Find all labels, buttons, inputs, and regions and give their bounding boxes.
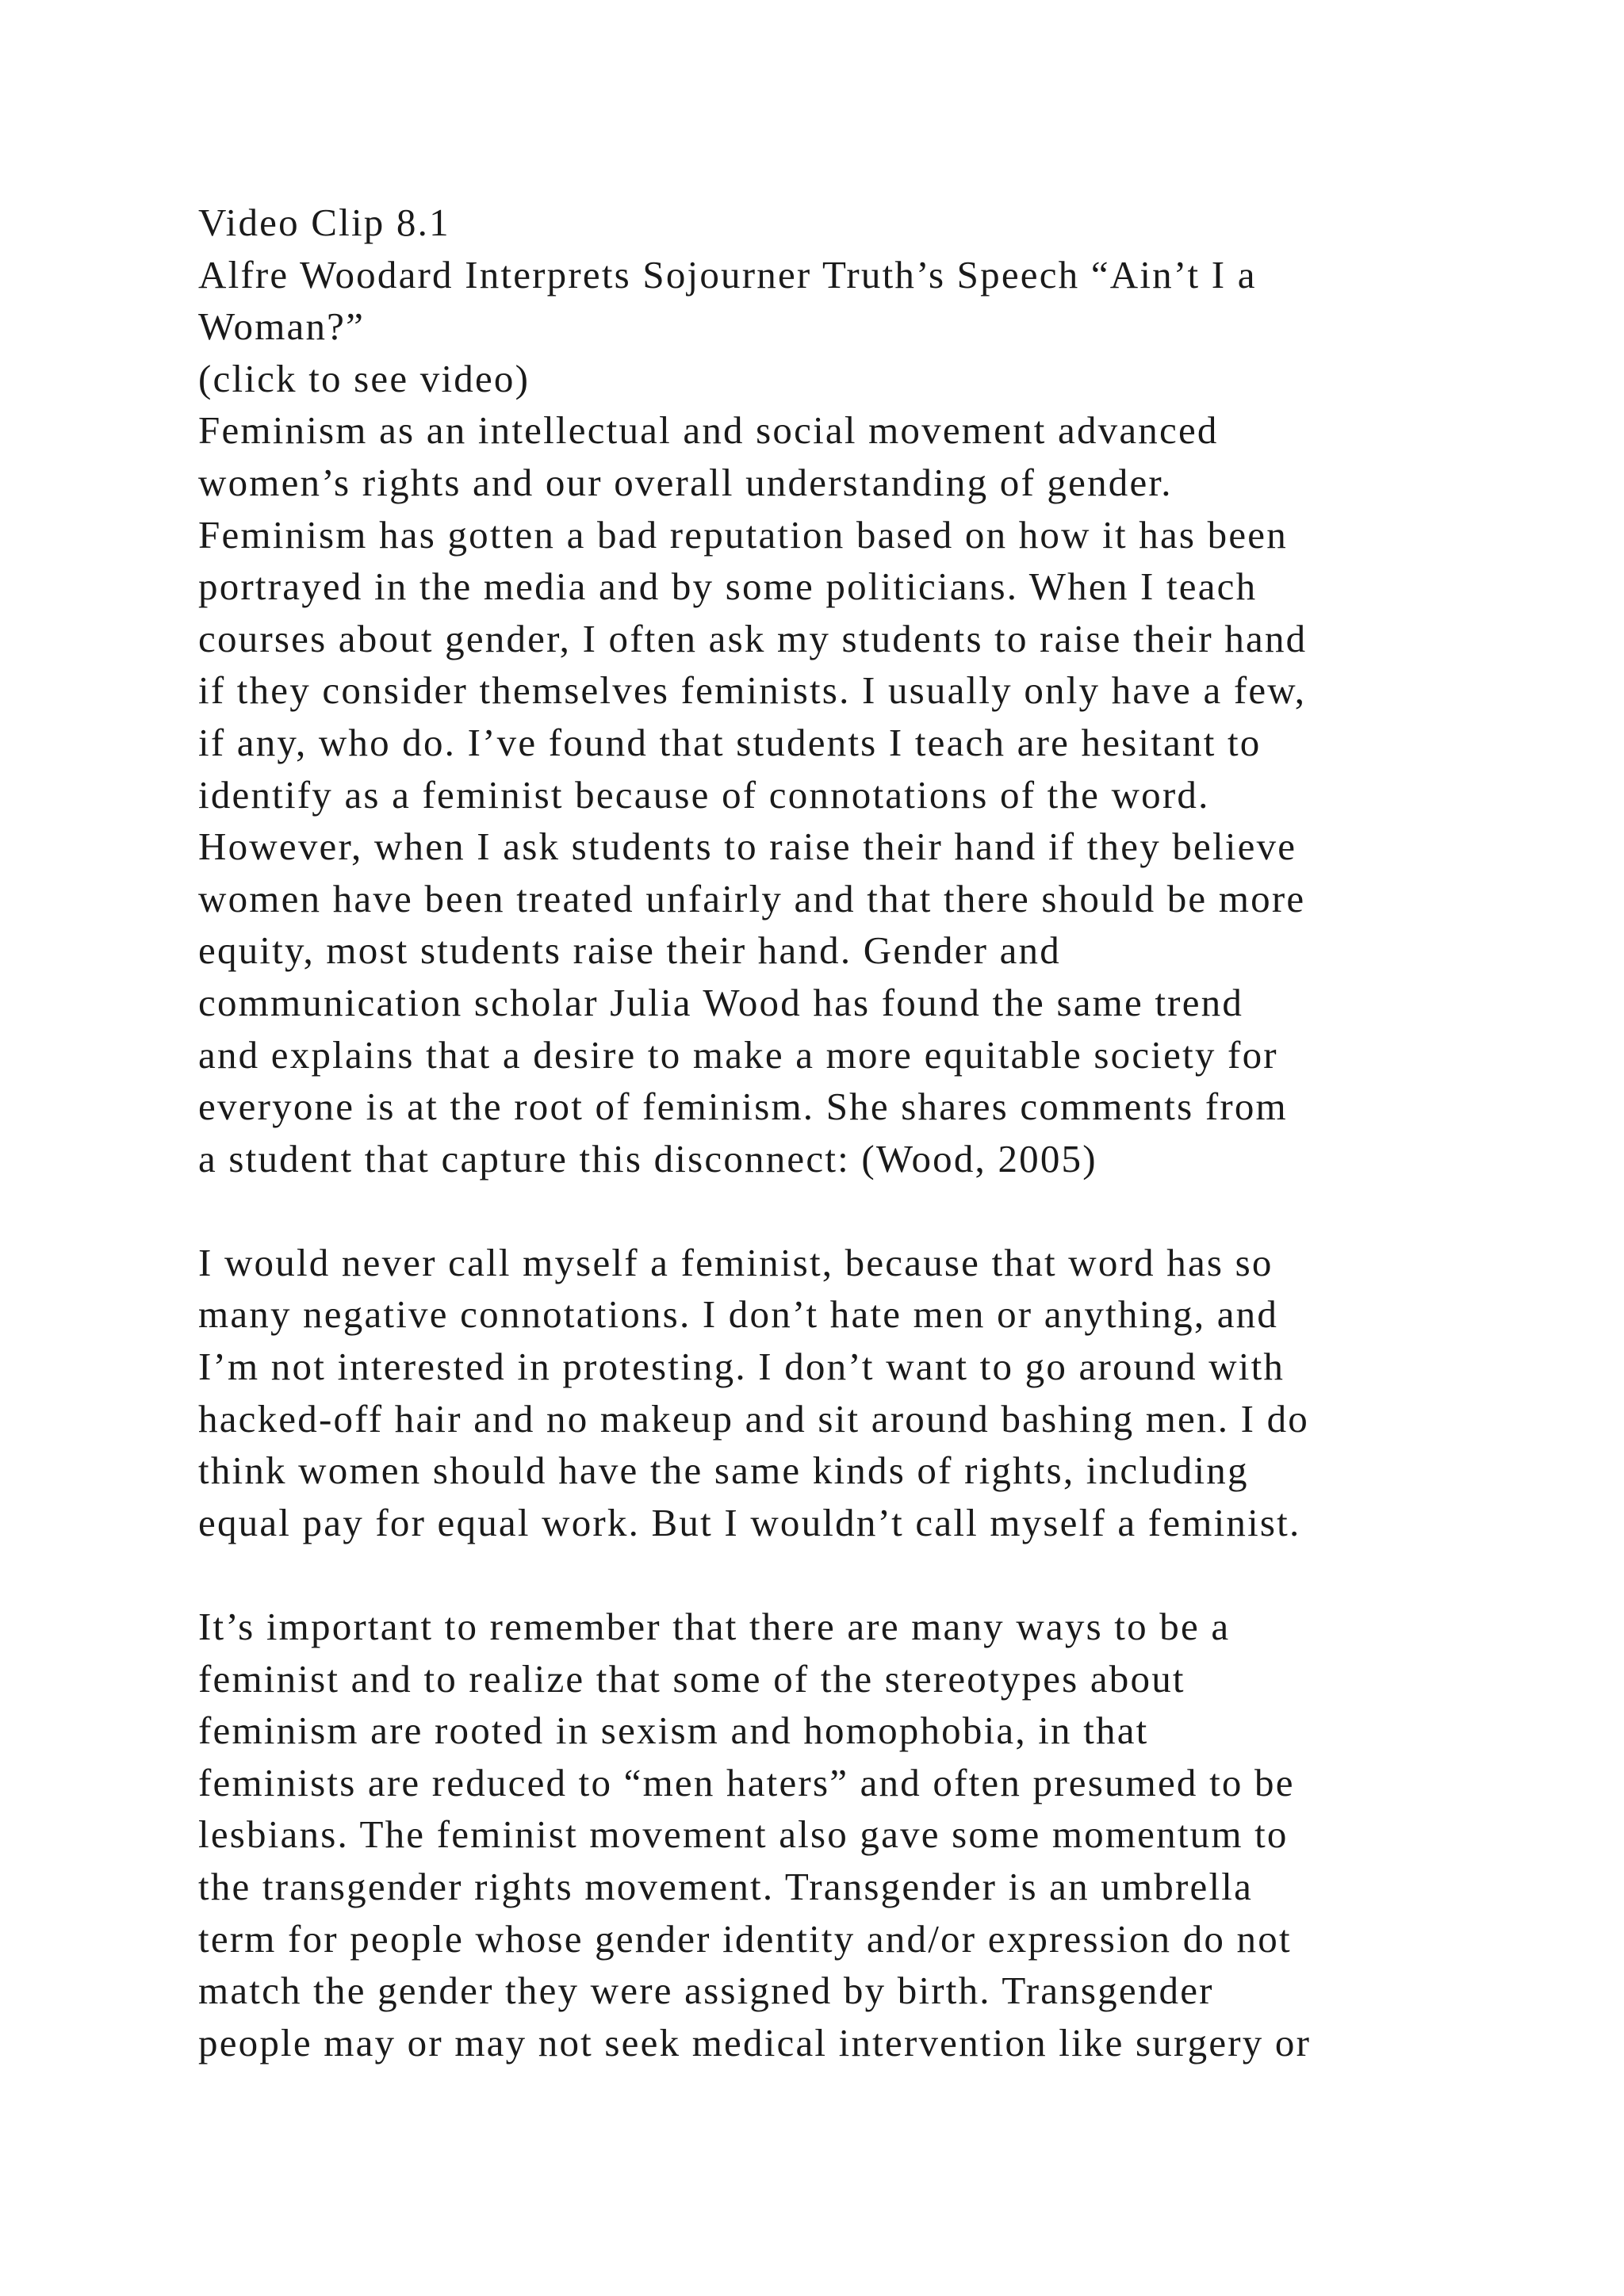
text-line: It’s important to remember that there are many ways to be a [198,1605,1231,1649]
text-line: term for people whose gender identity and/or expression do not [198,1916,1292,1961]
text-line: portrayed in the media and by some politicians. When I teach [198,564,1258,609]
text-line: women’s rights and our overall understanding of gender. [198,460,1173,504]
paragraph-transgender [198,1601,1546,2068]
text-line: feminism are rooted in sexism and homophobia, in that [198,1709,1149,1753]
text-line: match the gender they were assigned by birth. Transgender [198,1969,1214,2013]
text-line: equity, most students raise their hand. Gender and [198,928,1061,973]
text-line: feminist and to realize that some of the stereotypes about [198,1656,1185,1701]
text-line: lesbians. The feminist movement also gave some momentum to [198,1812,1289,1857]
text-line: people may or may not seek medical intervention like surgery or [198,2020,1312,2064]
paragraph-feminism-intro [198,404,1546,1184]
text-line: Feminism has gotten a bad reputation based on how it has been [198,512,1288,557]
text-line: the transgender rights movement. Transgender is an umbrella [198,1865,1254,1908]
paragraph-spacer [198,1184,1546,1237]
student-quote [198,1237,1546,1549]
text-line: feminists are reduced to “men haters” and often presumed to be [198,1760,1295,1804]
text-line: Feminism as an intellectual and social movement advanced [198,408,1219,453]
video-clip-title-line: Alfre Woodard Interprets Sojourner Truth’s Speech “Ain’t I a [198,252,1257,297]
text-line: women have been treated unfairly and that there should be more [198,876,1306,920]
text-line: communication scholar Julia Wood has found the same trend [198,980,1244,1024]
quote-line: many negative connotations. I don’t hate men or anything, and [198,1292,1279,1337]
quote-line: think women should have the same kinds of rights, including [198,1448,1249,1493]
quote-line: hacked-off hair and no makeup and sit around bashing men. I do [198,1396,1309,1441]
text-line: identify as a feminist because of connotations of the word. [198,772,1210,817]
video-clip-title-line: Woman?” [198,304,366,349]
video-clip-label: Video Clip 8.1 [198,201,450,244]
text-line: everyone is at the root of feminism. She shares comments from [198,1085,1288,1129]
text-line: courses about gender, I often ask my students to raise their hand [198,616,1308,660]
document-body [198,197,1546,2068]
text-line: a student that capture this disconnect: (Wood, 2005) [198,1136,1097,1181]
video-clip-link[interactable]: (click to see video) [198,356,530,400]
paragraph-spacer [198,1548,1546,1601]
video-clip-heading [198,197,1546,404]
text-line: if any, who do. I’ve found that students I teach are hesitant to [198,720,1262,764]
text-line: if they consider themselves feminists. I usually only have a few, [198,668,1307,713]
text-line: However, when I ask students to raise their hand if they believe [198,825,1297,869]
text-line: and explains that a desire to make a more equitable society for [198,1032,1278,1077]
quote-line: I’m not interested in protesting. I don’t want to go around with [198,1345,1285,1389]
quote-line: equal pay for equal work. But I wouldn’t call myself a feminist. [198,1500,1301,1544]
quote-line: I would never call myself a feminist, because that word has so [198,1240,1274,1284]
